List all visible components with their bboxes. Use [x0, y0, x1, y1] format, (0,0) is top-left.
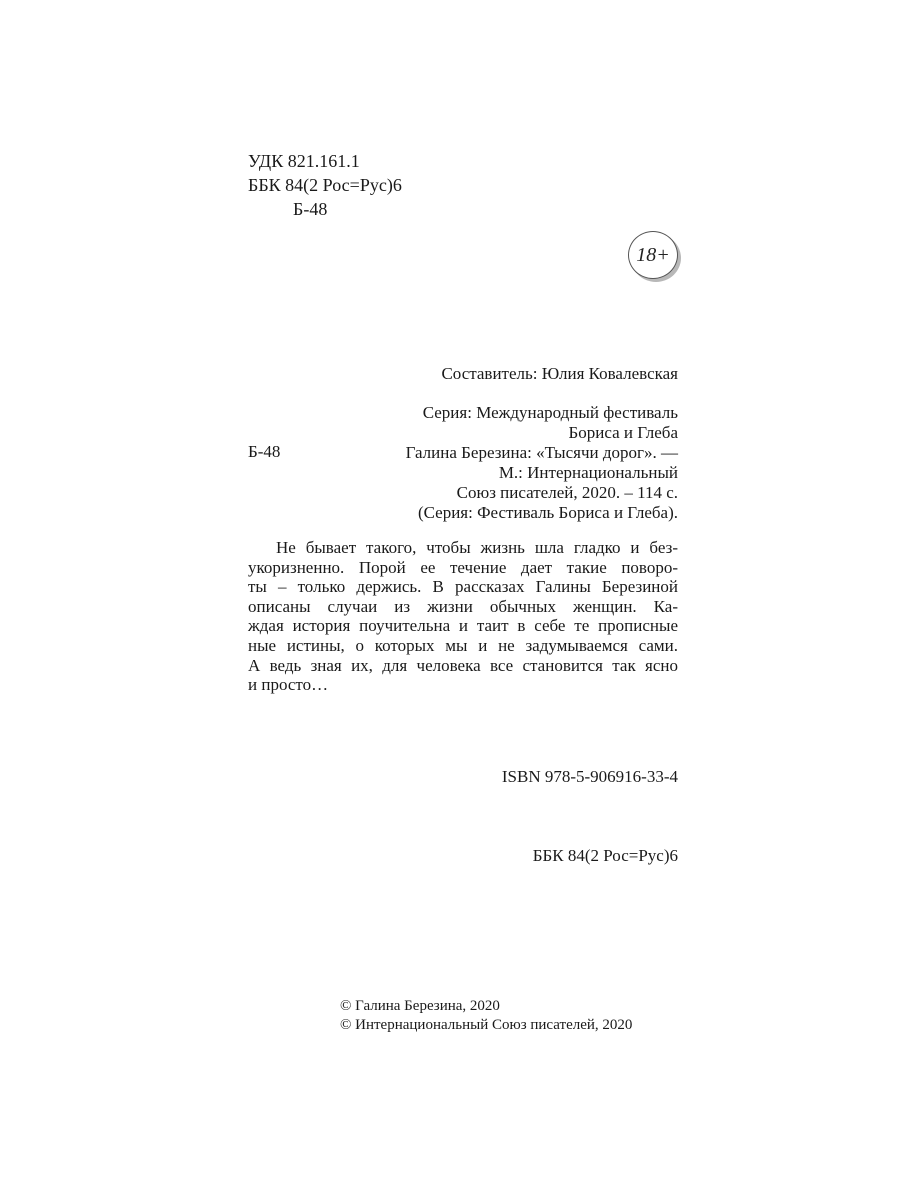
- bibliographic-line: Бориса и Глеба: [568, 423, 678, 442]
- age-rating-badge: [628, 231, 678, 279]
- abstract-line: ты – только держись. В рассказах Галины Березиной: [248, 577, 678, 597]
- copyright-block: [340, 997, 632, 1035]
- abstract-line: ждая история поучительна и таит в себе те прописные: [248, 616, 678, 636]
- abstract-line: укоризненно. Порой ее течение дает такие поворо-: [248, 557, 678, 577]
- abstract-paragraph: [248, 538, 678, 695]
- bbk-code-bottom: ББК 84(2 Рос=Рус)6: [532, 846, 678, 865]
- bibliographic-line: Серия: Международный фестиваль: [422, 403, 678, 422]
- bbk-code-top: ББК 84(2 Рос=Рус)6: [248, 175, 402, 195]
- bibliographic-line: (Серия: Фестиваль Бориса и Глеба).: [417, 503, 678, 522]
- copyright-line: © Интернациональный Союз писателей, 2020: [340, 1017, 633, 1033]
- abstract-line: описаны случаи из жизни обычных женщин. Ка-: [248, 596, 678, 616]
- bibliographic-line: М.: Интернациональный: [498, 463, 678, 482]
- abstract-line: и просто…: [248, 675, 329, 695]
- author-mark-record: Б-48: [248, 442, 281, 461]
- abstract-line: А ведь зная их, для человека все становится так ясно: [248, 655, 678, 675]
- abstract-line: ные истины, о которых мы и не задумываемся сами.: [248, 635, 678, 655]
- bibliographic-line: Союз писателей, 2020. – 114 с.: [456, 483, 678, 502]
- bibliographic-line: Галина Березина: «Тысячи дорог». —: [405, 443, 678, 462]
- compiler-line: Составитель: Юлия Ковалевская: [441, 364, 678, 383]
- copyright-line: © Галина Березина, 2020: [340, 998, 500, 1014]
- bibliographic-record: [406, 403, 678, 523]
- age-rating-label: 18+: [636, 243, 670, 266]
- author-mark-top: Б-48: [293, 199, 328, 219]
- abstract-line: Не бывает такого, чтобы жизнь шла гладко и без-: [276, 538, 678, 557]
- isbn: ISBN 978-5-906916-33-4: [501, 767, 678, 786]
- udk-code: УДК 821.161.1: [248, 151, 360, 171]
